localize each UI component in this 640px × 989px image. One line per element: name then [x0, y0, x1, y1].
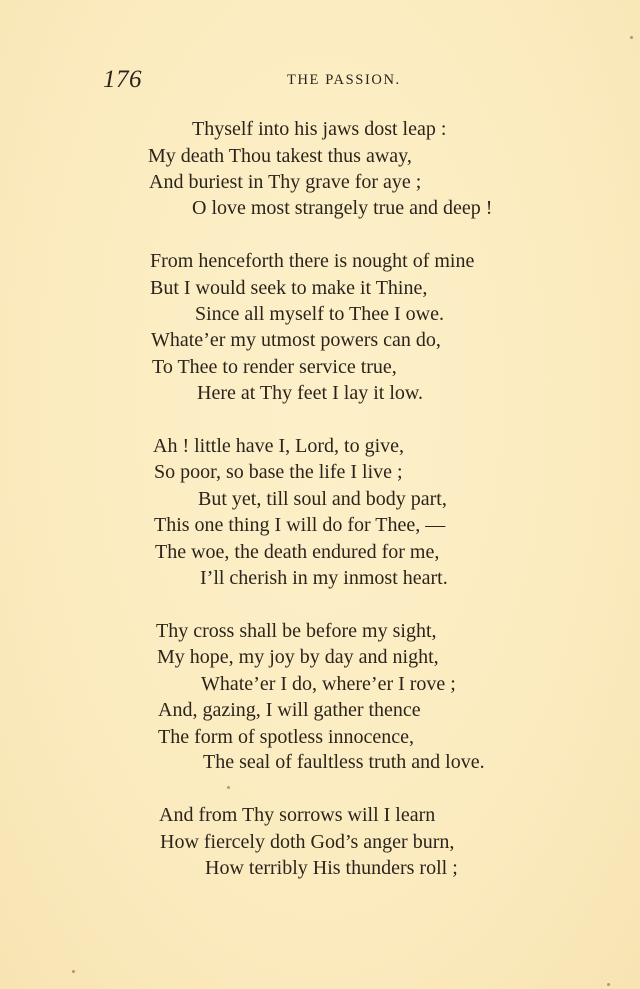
poem-line: Here at Thy feet I lay it low.	[197, 382, 424, 404]
poem-line: This one thing I will do for Thee, —	[154, 514, 446, 536]
poem-line: From henceforth there is nought of mine	[150, 250, 475, 272]
poem-line: Ah ! little have I, Lord, to give,	[153, 435, 405, 457]
poem-line: But yet, till soul and body part,	[198, 488, 447, 510]
poem-line: Since all myself to Thee I owe.	[195, 303, 445, 325]
poem-line: The woe, the death endured for me,	[155, 541, 440, 563]
poem-line: O love most strangely true and deep !	[192, 197, 493, 219]
poem-line: The seal of faultless truth and love.	[203, 751, 485, 773]
poem-line: And from Thy sorrows will I learn	[159, 804, 436, 826]
poem-line: Whate’er I do, where’er I rove ;	[201, 673, 456, 695]
page-number: 176	[103, 66, 142, 93]
poem-line: The form of spotless innocence,	[158, 726, 415, 748]
poem-line: My death Thou takest thus away,	[148, 145, 412, 167]
paper-speck	[630, 36, 633, 39]
poem-line: Whate’er my utmost powers can do,	[151, 329, 441, 351]
paper-speck	[227, 786, 230, 789]
running-title: THE PASSION.	[287, 72, 401, 88]
poem-line: But I would seek to make it Thine,	[150, 277, 428, 299]
paper-speck	[607, 983, 610, 986]
poem-line: My hope, my joy by day and night,	[157, 646, 439, 668]
poem-line: And, gazing, I will gather thence	[158, 699, 421, 721]
poem-line: And buriest in Thy grave for aye ;	[149, 171, 422, 193]
poem-line: How terribly His thunders roll ;	[205, 857, 458, 879]
poem-line: To Thee to render service true,	[152, 356, 397, 378]
poem-line: Thyself into his jaws dost leap :	[192, 118, 447, 140]
poem-line: So poor, so base the life I live ;	[154, 461, 403, 483]
paper-speck	[72, 970, 75, 973]
poem-line: Thy cross shall be before my sight,	[156, 620, 437, 642]
poem-line: How fiercely doth God’s anger burn,	[160, 831, 455, 853]
poem-line: I’ll cherish in my inmost heart.	[200, 567, 448, 589]
